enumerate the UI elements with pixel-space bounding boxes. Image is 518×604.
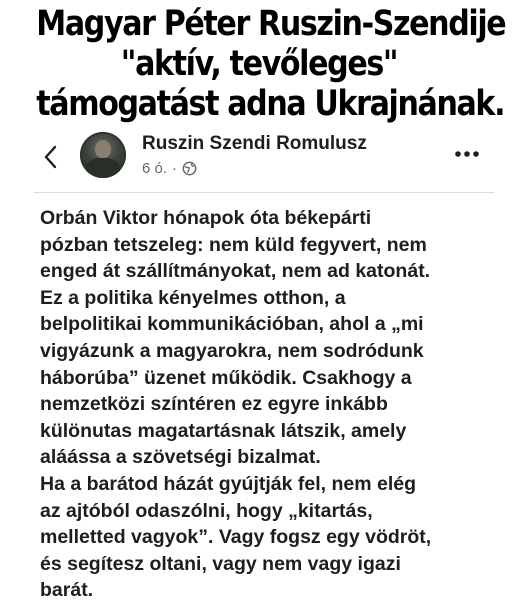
post-meta: [142, 160, 197, 177]
chevron-left-icon: [43, 145, 57, 169]
post-text-line: Orbán Viktor hónapok óta békepárti: [40, 207, 372, 229]
post-text-line: enged át szállítmányokat, nem ad katonát.: [40, 260, 431, 283]
more-horizontal-icon: [454, 150, 480, 158]
headline-line: támogatást adna Ukrajnának.: [36, 84, 505, 124]
avatar[interactable]: [80, 132, 126, 178]
more-options-button[interactable]: [452, 142, 482, 166]
back-button[interactable]: [40, 142, 60, 172]
headline-line: Magyar Péter Ruszin-Szendije: [36, 4, 506, 44]
post-text-line: pózban tetszeleg: nem küld fegyvert, nem: [40, 233, 427, 256]
headline-line: "aktív, tevőleges": [120, 44, 398, 84]
avatar-silhouette: [86, 158, 120, 178]
globe-icon: [182, 161, 197, 176]
author-name[interactable]: Ruszin Szendi Romulusz: [142, 133, 367, 154]
post-text-line: háborúba” üzenet működik. Csakhogy a: [40, 366, 412, 389]
post-text-line: aláássa a szövetségi bizalmat.: [40, 446, 321, 469]
post-text-line: az ajtóból odaszólni, hogy „kitartás,: [40, 499, 373, 522]
post-text: [40, 205, 510, 604]
post-text-line: barát.: [40, 579, 94, 602]
post-text-line: vigyázunk a magyarokra, nem sodródunk: [40, 339, 424, 362]
headline: [36, 4, 506, 124]
post-time[interactable]: 6 ó.: [142, 160, 168, 177]
post-text-line: nemzetközi színtéren ez egyre inkább: [40, 393, 388, 416]
post-text-line: Ez a politika kényelmes otthon, a: [40, 286, 346, 309]
post-text-line: különutas magatartásnak látszik, amely: [40, 419, 407, 442]
meta-separator: ·: [172, 160, 178, 177]
header-divider: [34, 192, 494, 193]
avatar-face: [95, 140, 111, 158]
post-text-line: belpolitikai kommunikációban, ahol a „mi: [40, 313, 424, 336]
post-text-line: melletted vagyok”. Vagy fogsz egy vödröt,: [40, 526, 432, 549]
post-text-line: és segítesz oltani, vagy nem vagy igazi: [40, 552, 401, 575]
post-text-line: Ha a barátod házát gyújtják fel, nem elég: [40, 472, 417, 495]
post-header: [0, 128, 518, 190]
